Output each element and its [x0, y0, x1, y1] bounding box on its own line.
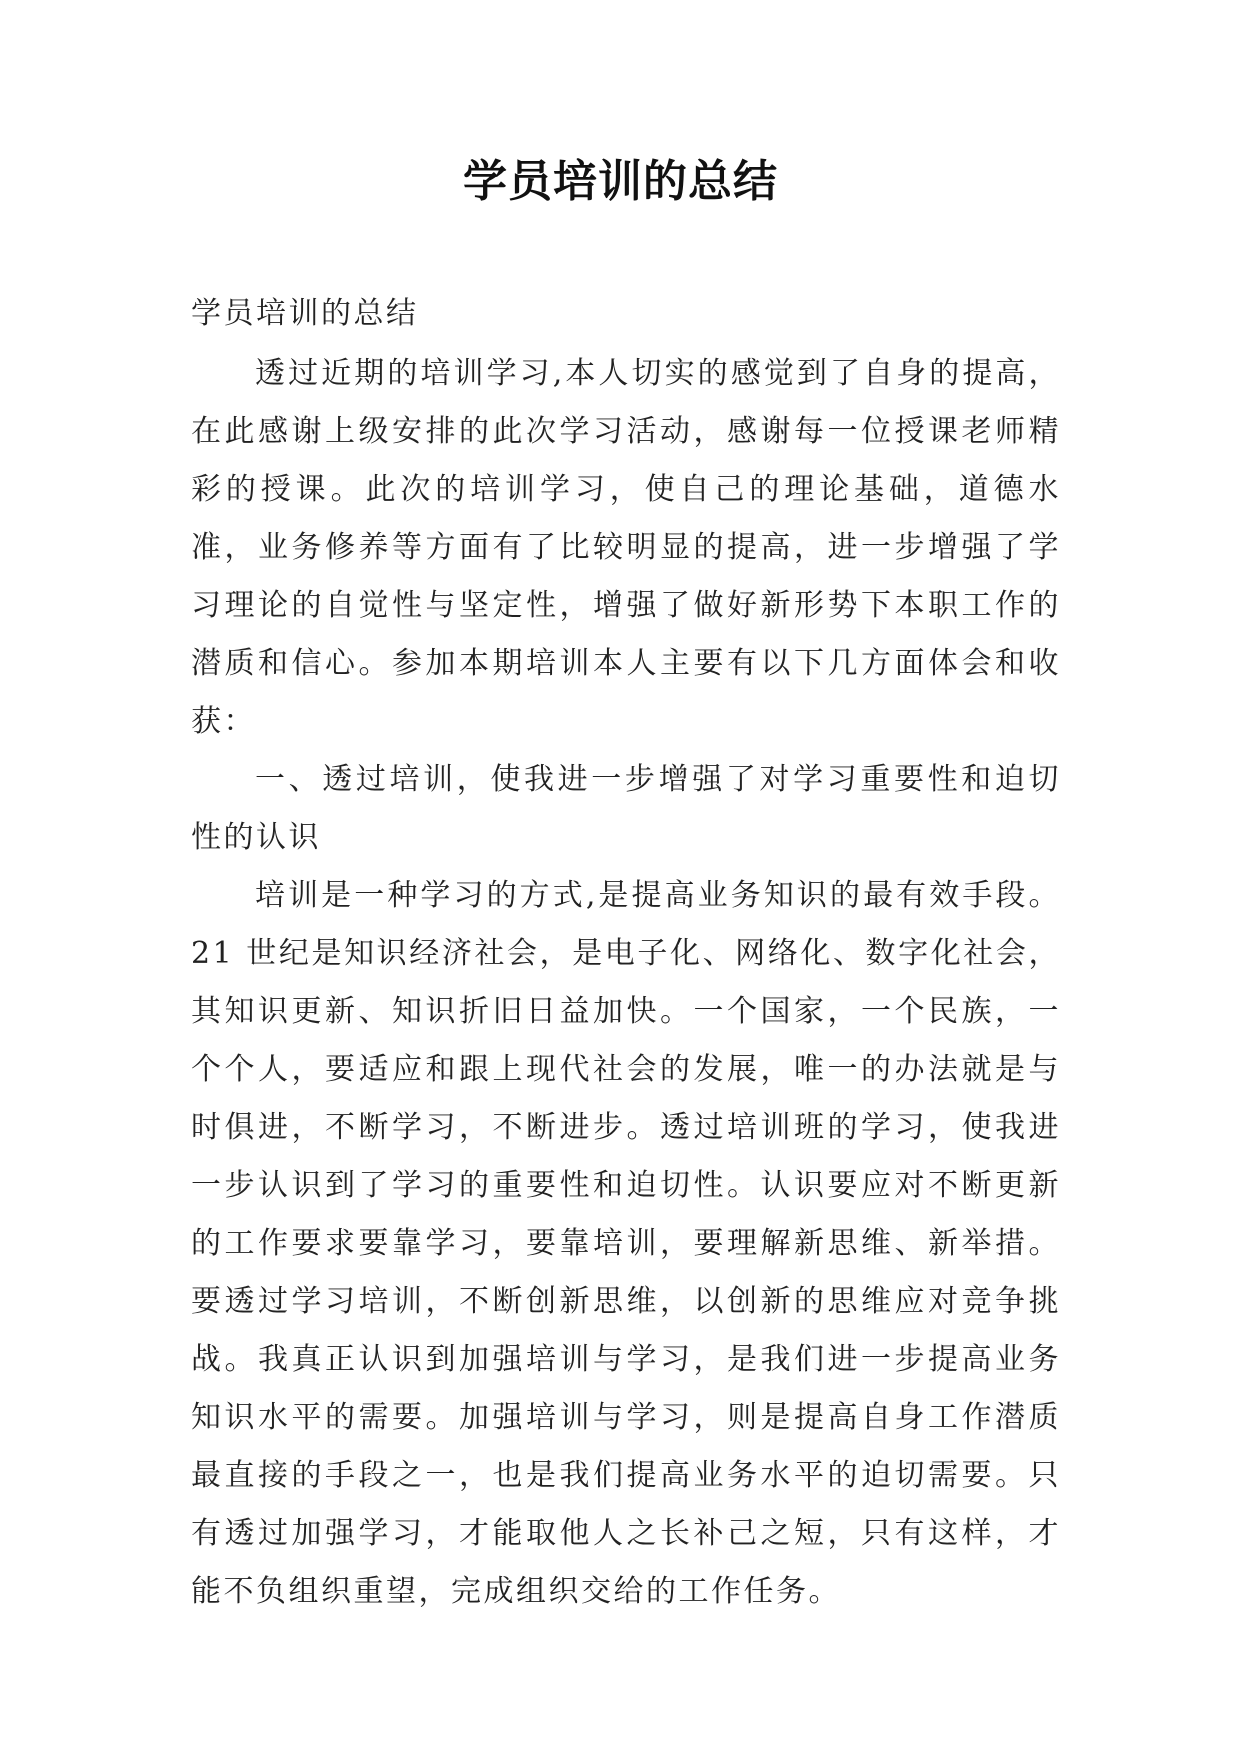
section-heading-1: 一、透过培训，使我进一步增强了对学习重要性和迫切性的认识	[191, 762, 1061, 855]
paragraph-section-1: 培训是一种学习的方式,是提高业务知识的最有效手段。21 世纪是知识经济社会，是电子化、网络化、数字化社会，其知识更新、知识折旧日益加快。一个国家，一个民族，一个个人，要适应和跟上现代社会的发展，唯一的办法就是与时俱进，不断学习，不断进步。透过培训班的学习，使我进一步认识到了学习的重要性和迫切性。认识要应对不断更新的工作要求要靠学习，要靠培训，要理解新思维、新举措。要透过学习培训，不断创新思维，以创新的思维应对竞争挑战。我真正认识到加强培训与学习，是我们进一步提高业务知识水平的需要。加强培训与学习，则是提高自身工作潜质最直接的手段之一，也是我们提高业务水平的迫切需要。只有透过加强学习，才能取他人之长补己之短，只有这样，才能不负组织重望，完成组织交给的工作任务。	[191, 878, 1061, 1609]
paragraph-intro: 透过近期的培训学习,本人切实的感觉到了自身的提高，在此感谢上级安排的此次学习活动，感谢每一位授课老师精彩的授课。此次的培训学习，使自己的理论基础，道德水准，业务修养等方面有了比较明显的提高，进一步增强了学习理论的自觉性与坚定性，增强了做好新形势下本职工作的潜质和信心。参加本期培训本人主要有以下几方面体会和收获：	[191, 356, 1061, 739]
document-body	[191, 285, 1061, 1621]
document-title: 学员培训的总结	[463, 156, 778, 207]
document-subtitle: 学员培训的总结	[191, 296, 419, 331]
